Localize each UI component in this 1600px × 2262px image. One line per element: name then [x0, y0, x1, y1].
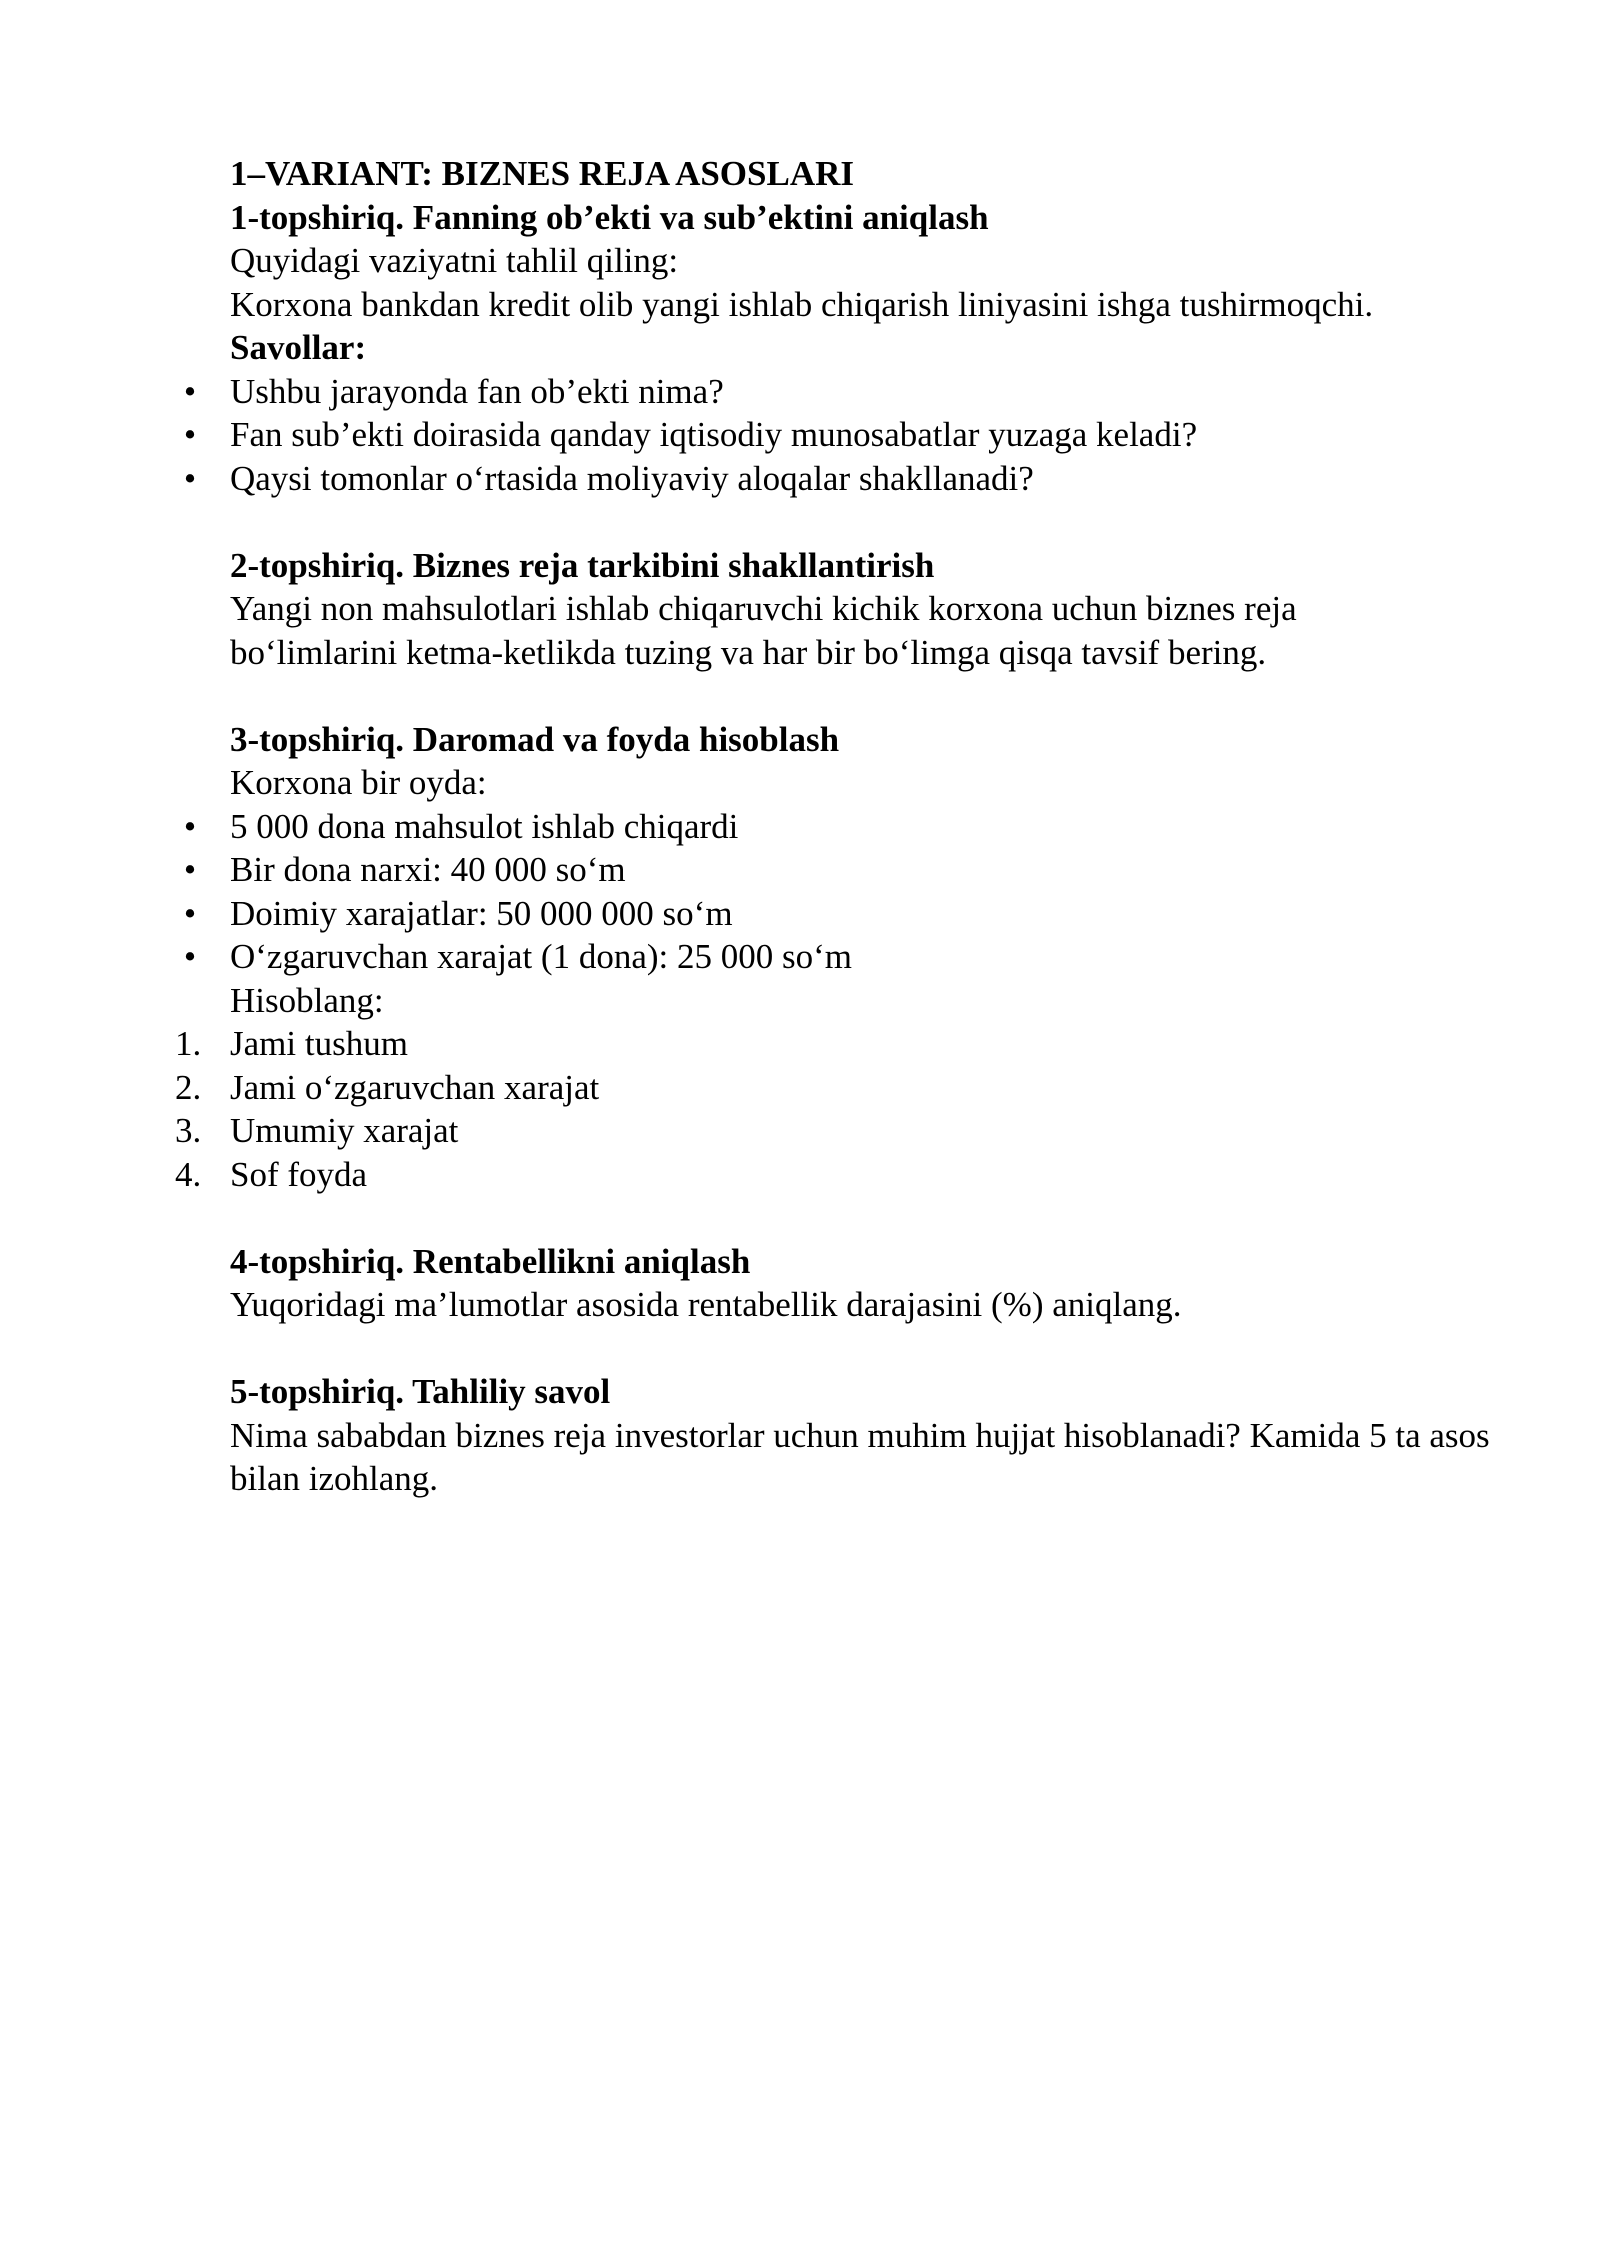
- spacer: [230, 1327, 1530, 1371]
- task-5-title: 5-topshiriq. Tahliliy savol: [230, 1372, 611, 1411]
- task-1-intro: Quyidagi vaziyatni tahlil qiling:: [230, 241, 679, 280]
- calc-text: Jami o‘zgaruvchan xarajat: [230, 1067, 600, 1107]
- question-text: Ushbu jarayonda fan ob’ekti nima?: [230, 371, 724, 411]
- task-5-section: [230, 1370, 1530, 1501]
- list-item: [183, 805, 1530, 849]
- calc-text: Umumiy xarajat: [230, 1111, 459, 1150]
- task-5-body: Nima sababdan biznes reja investorlar uchun muhim hujjat hisoblanadi? Kamida 5 ta asos bilan izohlang.: [230, 1415, 1490, 1498]
- document-content: [175, 152, 1530, 1501]
- fact-text: 5 000 dona mahsulot ishlab chiqardi: [230, 806, 739, 846]
- bullet-icon: •: [183, 937, 197, 976]
- spacer: [230, 1196, 1530, 1240]
- task-3-calc-list: [175, 1022, 1530, 1196]
- list-item: [183, 457, 1530, 501]
- list-number: 3.: [175, 1111, 202, 1150]
- spacer: [230, 500, 1530, 544]
- calc-text: Sof foyda: [230, 1154, 368, 1194]
- list-number: 1.: [175, 1024, 202, 1063]
- question-text: Fan sub’ekti doirasida qanday iqtisodiy munosabatlar yuzaga keladi?: [230, 415, 1198, 454]
- bullet-icon: •: [183, 806, 197, 846]
- task-3-intro: Korxona bir oyda:: [230, 763, 487, 802]
- fact-text: Bir dona narxi: 40 000 so‘m: [230, 850, 626, 889]
- spacer: [230, 674, 1530, 718]
- task-4-title: 4-topshiriq. Rentabellikni aniqlash: [230, 1241, 751, 1281]
- bullet-icon: •: [183, 893, 197, 933]
- task-3-calc-label: Hisoblang:: [230, 980, 384, 1020]
- question-text: Qaysi tomonlar o‘rtasida moliyaviy aloqalar shakllanadi?: [230, 458, 1034, 498]
- task-1-situation: Korxona bankdan kredit olib yangi ishlab chiqarish liniyasini ishga tushirmoqchi.: [230, 284, 1374, 324]
- bullet-icon: •: [183, 371, 197, 411]
- task-1-section: [183, 196, 1530, 501]
- task-2-body: Yangi non mahsulotlari ishlab chiqaruvchi kichik korxona uchun biznes reja bo‘limlarini ketma-ketlikda tuzing va har bir bo‘limga qisqa tavsif bering.: [230, 589, 1297, 672]
- task-1-title: 1-topshiriq. Fanning ob’ekti va sub’ektini aniqlash: [230, 197, 989, 237]
- list-item: [183, 370, 1530, 414]
- calc-text: Jami tushum: [230, 1024, 408, 1063]
- task-3-section: [175, 718, 1530, 1197]
- task-4-section: [230, 1240, 1530, 1327]
- list-item: [175, 1066, 1530, 1110]
- task-4-body: Yuqoridagi ma’lumotlar asosida rentabellik darajasini (%) aniqlang.: [230, 1285, 1182, 1324]
- list-item: [183, 892, 1530, 936]
- bullet-icon: •: [183, 415, 197, 454]
- task-3-facts-list: [183, 805, 1530, 979]
- list-number: 4.: [175, 1154, 202, 1194]
- bullet-icon: •: [183, 458, 197, 498]
- list-number: 2.: [175, 1067, 202, 1107]
- list-item: [183, 935, 1530, 979]
- bullet-icon: •: [183, 850, 197, 889]
- task-3-title: 3-topshiriq. Daromad va foyda hisoblash: [230, 719, 840, 759]
- fact-text: O‘zgaruvchan xarajat (1 dona): 25 000 so‘m: [230, 937, 853, 976]
- list-item: [183, 413, 1530, 457]
- task-1-questions-label: Savollar:: [230, 328, 367, 367]
- list-item: [175, 1109, 1530, 1153]
- fact-text: Doimiy xarajatlar: 50 000 000 so‘m: [230, 893, 733, 933]
- task-1-questions-list: [183, 370, 1530, 501]
- list-item: [175, 1022, 1530, 1066]
- task-2-section: [230, 544, 1530, 675]
- list-item: [175, 1153, 1530, 1197]
- task-2-title: 2-topshiriq. Biznes reja tarkibini shakllantirish: [230, 545, 935, 585]
- variant-title: 1–VARIANT: BIZNES REJA ASOSLARI: [230, 154, 855, 193]
- list-item: [183, 848, 1530, 892]
